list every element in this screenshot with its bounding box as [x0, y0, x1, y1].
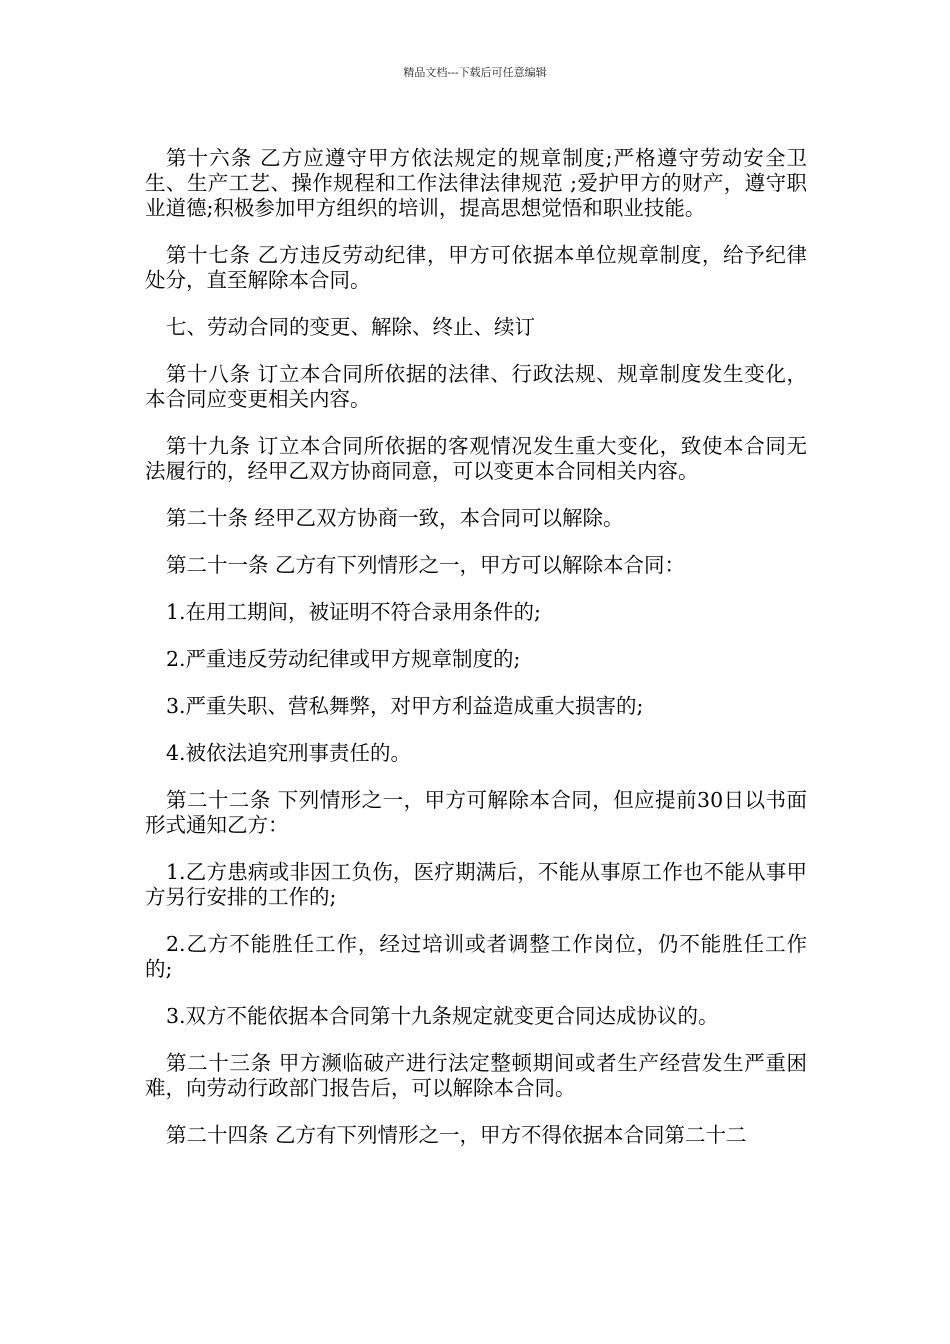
article-20: 第二十条 经甲乙双方协商一致，本合同可以解除。	[166, 506, 624, 530]
article-24: 第二十四条 乙方有下列情形之一，甲方不得依据本合同第二十二	[166, 1123, 747, 1147]
article-18: 第十八条 订立本合同所依据的法律、行政法规、规章制度发生变化，本合同应变更相关内容。	[145, 362, 807, 411]
list-item: 3.严重失职、营私舞弊，对甲方利益造成重大损害的;	[166, 694, 644, 718]
article-16: 第十六条 乙方应遵守甲方依法规定的规章制度;严格遵守劳动安全卫生、生产工艺、操作规程和工作法律法律规范 ;爱护甲方的财产，遵守职业道德;积极参加甲方组织的培训，提高思想觉悟和职业技能。	[145, 146, 807, 220]
list-item: 1.乙方患病或非因工负伤，医疗期满后，不能从事原工作也不能从事甲方另行安排的工作的;	[145, 860, 807, 909]
page-header: 精品文档---下载后可任意编辑	[403, 66, 547, 79]
list-item: 3.双方不能依据本合同第十九条规定就变更合同达成协议的。	[166, 1004, 719, 1028]
article-23: 第二十三条 甲方濒临破产进行法定整顿期间或者生产经营发生严重困难，向劳动行政部门报告后，可以解除本合同。	[145, 1051, 807, 1100]
article-19: 第十九条 订立本合同所依据的客观情况发生重大变化，致使本合同无法履行的，经甲乙双方协商同意，可以变更本合同相关内容。	[145, 434, 807, 483]
list-item: 4.被依法追究刑事责任的。	[166, 741, 412, 765]
article-22: 第二十二条 下列情形之一，甲方可解除本合同，但应提前30日以书面形式通知乙方：	[145, 788, 807, 837]
article-17: 第十七条 乙方违反劳动纪律，甲方可依据本单位规章制度，给予纪律处分，直至解除本合同。	[145, 243, 807, 292]
list-item: 2.乙方不能胜任工作，经过培训或者调整工作岗位，仍不能胜任工作的;	[145, 932, 807, 981]
list-item: 2.严重违反劳动纪律或甲方规章制度的;	[166, 647, 521, 671]
document-body	[145, 146, 807, 1170]
section-heading-7: 七、劳动合同的变更、解除、终止、续订	[166, 315, 535, 339]
article-21: 第二十一条 乙方有下列情形之一，甲方可以解除本合同：	[166, 553, 686, 577]
list-item: 1.在用工期间，被证明不符合录用条件的;	[166, 600, 541, 624]
